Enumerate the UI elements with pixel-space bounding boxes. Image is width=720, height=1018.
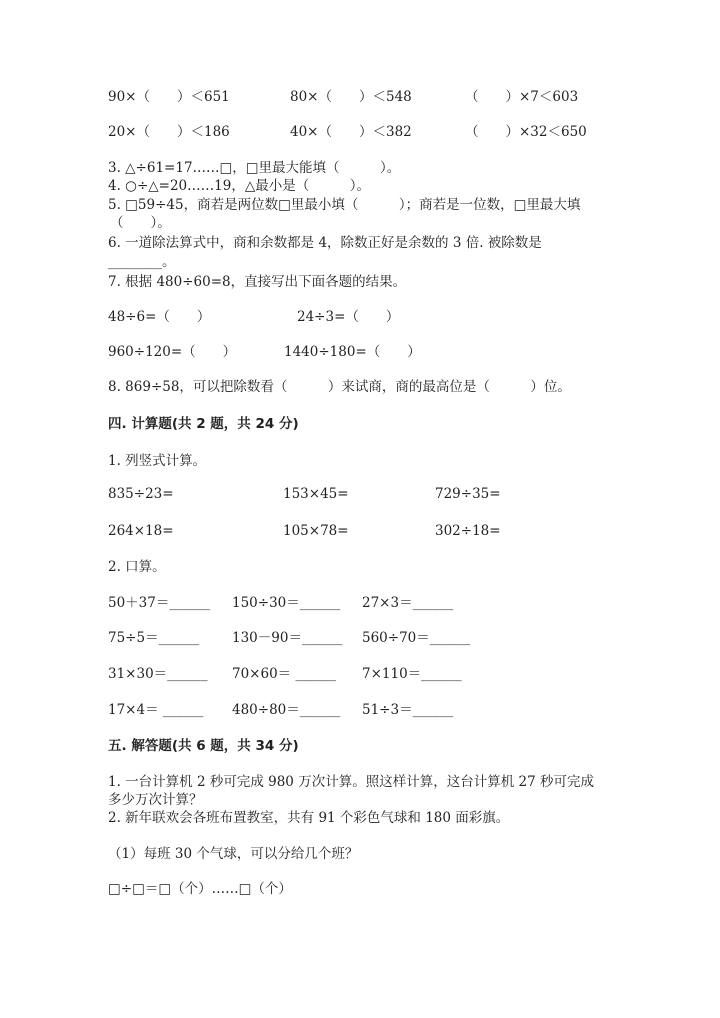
- s5-question-1-cont: 多少万次计算？: [108, 792, 203, 808]
- question-4: 4. ○÷△=20……19，△最小是（ ）。: [108, 178, 370, 194]
- oral-item: 50＋37＝______: [108, 595, 210, 611]
- calc-item: 264×18=: [108, 523, 174, 539]
- q7-item: 960÷120=（ ）: [108, 344, 237, 360]
- oral-item: 560÷70＝______: [362, 630, 471, 646]
- section-5-title: 五. 解答题(共 6 题，共 34 分): [108, 738, 299, 754]
- oral-item: 31×30＝______: [108, 666, 208, 682]
- inequality: 80×（ ）＜548: [290, 89, 412, 105]
- oral-item: 130－90＝______: [232, 630, 343, 646]
- inequality: （ ）×32＜650: [465, 124, 587, 140]
- calc-item: 302÷18=: [435, 523, 501, 539]
- calc-item: 835÷23=: [108, 486, 174, 502]
- oral-item: 51÷3＝______: [362, 702, 454, 718]
- question-3: 3. △÷61=17……□，□里最大能填（ ）。: [108, 160, 401, 176]
- section-4-title: 四. 计算题(共 2 题，共 24 分): [108, 416, 299, 432]
- question-5-cont: （ ）。: [110, 215, 171, 231]
- s5-question-2: 2. 新年联欢会各班布置教室，共有 91 个彩色气球和 180 面彩旗。: [108, 810, 510, 826]
- question-5: 5. □59÷45，商若是两位数□里最小填（ ）；商若是一位数，□里最大填: [108, 197, 581, 213]
- s4-question-2: 2. 口算。: [108, 559, 166, 575]
- oral-item: 75÷5＝______: [108, 630, 200, 646]
- s5-question-2-sub-1: （1）每班 30 个气球，可以分给几个班？: [108, 846, 359, 862]
- inequality: （ ）×7＜603: [465, 89, 579, 105]
- answer-template: □÷□＝□（个）……□（个）: [108, 881, 292, 897]
- inequality: 90×（ ）＜651: [108, 89, 230, 105]
- s5-question-1: 1. 一台计算机 2 秒可完成 980 万次计算。照这样计算，这台计算机 27 秒可完成: [108, 774, 594, 790]
- s4-question-1: 1. 列竖式计算。: [108, 453, 207, 469]
- calc-item: 729÷35=: [435, 486, 501, 502]
- question-6-cont: ________。: [108, 254, 176, 270]
- oral-item: 70×60＝ ______: [232, 666, 336, 682]
- inequality: 20×（ ）＜186: [108, 124, 230, 140]
- question-8: 8. 869÷58，可以把除数看（ ）来试商，商的最高位是（ ）位。: [108, 379, 571, 395]
- question-7: 7. 根据 480÷60=8，直接写出下面各题的结果。: [108, 274, 407, 290]
- oral-item: 480÷80＝______: [232, 702, 341, 718]
- oral-item: 17×4＝ ______: [108, 702, 204, 718]
- q7-item: 24÷3=（ ）: [297, 309, 400, 325]
- oral-item: 150÷30＝______: [232, 595, 341, 611]
- q7-item: 48÷6=（ ）: [108, 309, 211, 325]
- oral-item: 27×3＝______: [362, 595, 454, 611]
- calc-item: 105×78=: [283, 523, 349, 539]
- inequality: 40×（ ）＜382: [290, 124, 412, 140]
- oral-item: 7×110＝______: [362, 666, 462, 682]
- q7-item: 1440÷180=（ ）: [284, 344, 421, 360]
- question-6: 6. 一道除法算式中，商和余数都是 4，除数正好是余数的 3 倍. 被除数是: [108, 235, 542, 251]
- calc-item: 153×45=: [283, 486, 349, 502]
